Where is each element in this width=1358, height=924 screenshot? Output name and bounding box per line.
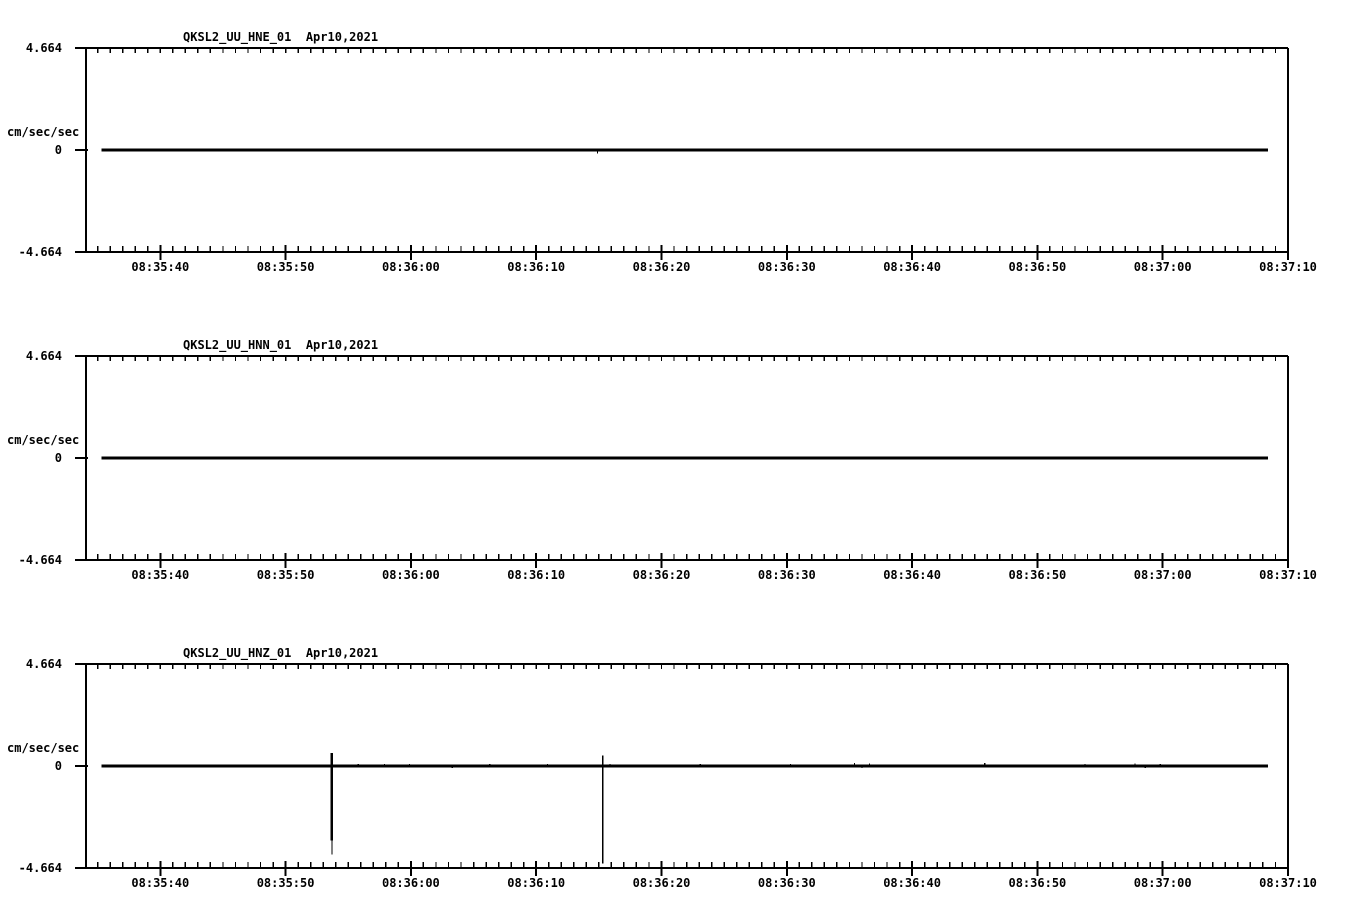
y-axis-max-label: 4.664 — [25, 657, 62, 671]
x-tick-label: 08:35:50 — [256, 876, 315, 890]
x-tick-label: 08:35:40 — [131, 568, 190, 582]
x-tick-label: 08:37:00 — [1133, 876, 1192, 890]
trace-spikes — [332, 753, 603, 863]
x-tick-label: 08:37:10 — [1259, 260, 1317, 274]
panel-title: QKSL2_UU_HNZ_01 Apr10,2021 — [183, 646, 379, 660]
y-axis-unit-label: cm/sec/sec — [7, 125, 80, 139]
y-axis-unit-label: cm/sec/sec — [7, 741, 80, 755]
x-tick-label: 08:36:20 — [632, 568, 691, 582]
y-axis-max-label: 4.664 — [25, 41, 62, 55]
x-tick-label: 08:36:40 — [883, 260, 941, 274]
x-tick-label: 08:36:10 — [507, 260, 566, 274]
x-tick-label: 08:36:10 — [507, 568, 566, 582]
y-axis-min-label: -4.664 — [18, 861, 62, 875]
x-tick-label: 08:36:00 — [381, 876, 440, 890]
x-tick-label: 08:35:40 — [131, 260, 190, 274]
x-tick-label: 08:37:00 — [1133, 260, 1192, 274]
x-tick-label: 08:37:00 — [1133, 568, 1192, 582]
panel-title: QKSL2_UU_HNE_01 Apr10,2021 — [183, 30, 379, 44]
x-tick-label: 08:36:40 — [883, 876, 941, 890]
x-tick-label: 08:36:10 — [507, 876, 566, 890]
x-tick-label: 08:35:50 — [256, 260, 315, 274]
x-axis-tick-labels — [0, 569, 1358, 583]
x-tick-label: 08:36:00 — [381, 260, 440, 274]
y-axis-max-label: 4.664 — [25, 349, 62, 363]
x-axis-tick-labels — [0, 877, 1358, 891]
panel-hnz-plot — [75, 664, 1288, 876]
x-tick-label: 08:36:40 — [883, 568, 941, 582]
x-tick-label: 08:36:50 — [1008, 876, 1067, 890]
x-tick-label: 08:37:10 — [1259, 568, 1317, 582]
x-tick-label: 08:36:50 — [1008, 260, 1067, 274]
panel-hne-plot — [75, 48, 1288, 260]
panel-title: QKSL2_UU_HNN_01 Apr10,2021 — [183, 338, 379, 352]
y-axis-zero-label: 0 — [54, 759, 62, 773]
x-tick-label: 08:36:50 — [1008, 568, 1067, 582]
x-tick-label: 08:36:30 — [757, 260, 816, 274]
y-axis-min-label: -4.664 — [18, 245, 62, 259]
y-axis-unit-label: cm/sec/sec — [7, 433, 80, 447]
x-tick-label: 08:37:10 — [1259, 876, 1317, 890]
x-axis-tick-labels — [0, 261, 1358, 275]
y-axis-zero-label: 0 — [54, 451, 62, 465]
panel-hnn-plot — [75, 356, 1288, 568]
y-axis-min-label: -4.664 — [18, 553, 62, 567]
x-tick-label: 08:36:20 — [632, 876, 691, 890]
x-tick-label: 08:36:30 — [757, 568, 816, 582]
x-tick-label: 08:35:40 — [131, 876, 190, 890]
x-tick-label: 08:35:50 — [256, 568, 315, 582]
x-tick-label: 08:36:00 — [381, 568, 440, 582]
x-tick-label: 08:36:20 — [632, 260, 691, 274]
y-axis-zero-label: 0 — [54, 143, 62, 157]
x-tick-label: 08:36:30 — [757, 876, 816, 890]
